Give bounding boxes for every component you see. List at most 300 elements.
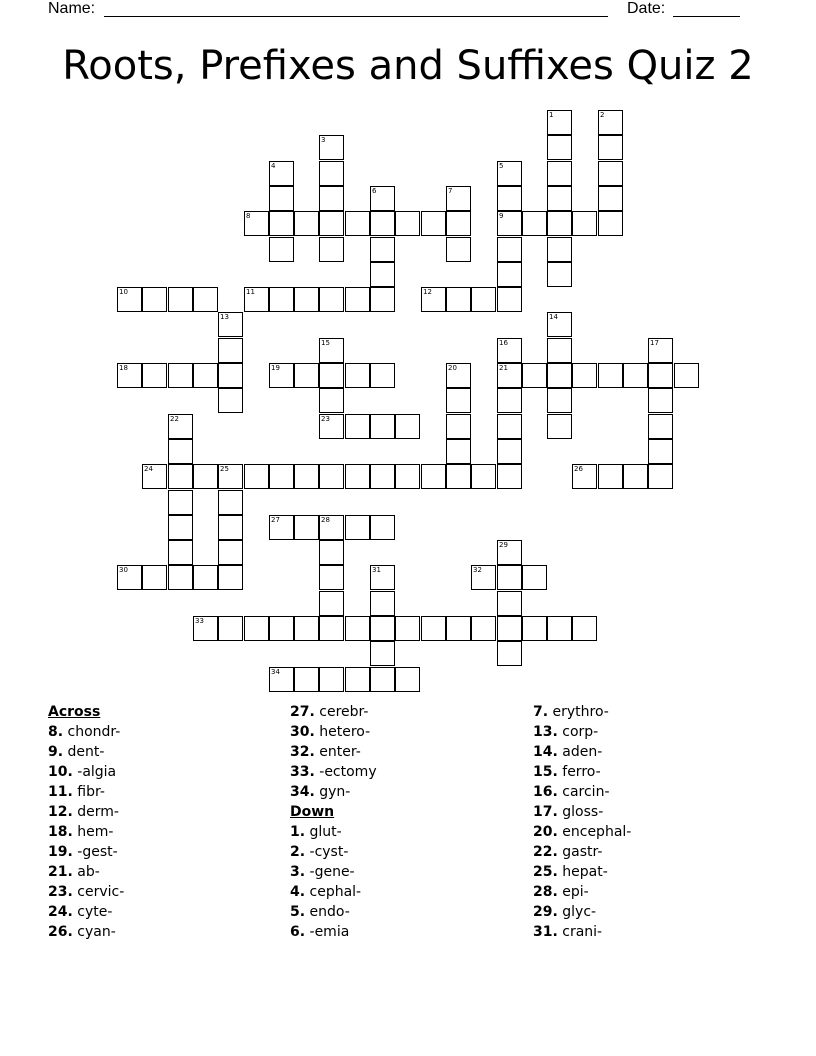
grid-cell[interactable] bbox=[244, 464, 269, 489]
cell-number: 17 bbox=[650, 339, 659, 347]
grid-cell[interactable] bbox=[497, 338, 522, 363]
clue-heading-down: Down bbox=[290, 804, 335, 820]
grid-cell[interactable] bbox=[370, 641, 395, 666]
clue-text: erythro- bbox=[548, 704, 609, 720]
grid-cell[interactable] bbox=[193, 616, 218, 641]
grid-cell[interactable] bbox=[294, 616, 319, 641]
grid-cell[interactable] bbox=[244, 287, 269, 312]
grid-cell[interactable] bbox=[421, 211, 446, 236]
grid-cell[interactable] bbox=[471, 287, 496, 312]
cell-number: 9 bbox=[499, 212, 504, 220]
clue-text: chondr- bbox=[63, 724, 121, 740]
grid-cell[interactable] bbox=[319, 186, 344, 211]
grid-cell[interactable] bbox=[648, 439, 673, 464]
cell-number: 32 bbox=[473, 566, 482, 574]
grid-cell[interactable] bbox=[370, 262, 395, 287]
clue-item bbox=[48, 722, 278, 742]
clue-number: 1. bbox=[290, 824, 306, 840]
grid-cell[interactable] bbox=[446, 414, 471, 439]
clue-text: cerebr- bbox=[314, 704, 369, 720]
grid-cell[interactable] bbox=[370, 237, 395, 262]
grid-cell[interactable] bbox=[421, 616, 446, 641]
grid-cell[interactable] bbox=[547, 616, 572, 641]
clue-number: 28. bbox=[533, 884, 558, 900]
cell-number: 10 bbox=[119, 288, 128, 296]
grid-cell[interactable] bbox=[572, 363, 597, 388]
cell-number: 3 bbox=[321, 136, 326, 144]
clue-item bbox=[290, 822, 520, 842]
cell-number: 22 bbox=[170, 415, 179, 423]
clue-item bbox=[290, 842, 520, 862]
clue-text: -cyst- bbox=[305, 844, 349, 860]
clue-number: 31. bbox=[533, 924, 558, 940]
grid-cell[interactable] bbox=[345, 363, 370, 388]
clue-item bbox=[290, 722, 520, 742]
clue-item bbox=[290, 782, 520, 802]
clue-text: -emia bbox=[305, 924, 350, 940]
grid-cell[interactable] bbox=[370, 287, 395, 312]
clue-text: carcin- bbox=[557, 784, 610, 800]
grid-cell[interactable] bbox=[319, 616, 344, 641]
grid-cell[interactable] bbox=[117, 287, 142, 312]
cell-number: 25 bbox=[220, 465, 229, 473]
grid-cell[interactable] bbox=[648, 414, 673, 439]
grid-cell[interactable] bbox=[648, 388, 673, 413]
grid-cell[interactable] bbox=[193, 464, 218, 489]
grid-cell[interactable] bbox=[319, 540, 344, 565]
grid-cell[interactable] bbox=[370, 667, 395, 692]
grid-cell[interactable] bbox=[319, 237, 344, 262]
clue-text: enter- bbox=[314, 744, 361, 760]
clue-number: 25. bbox=[533, 864, 558, 880]
grid-cell[interactable] bbox=[497, 262, 522, 287]
grid-cell[interactable] bbox=[117, 565, 142, 590]
grid-cell[interactable] bbox=[547, 338, 572, 363]
clue-item bbox=[533, 782, 763, 802]
grid-cell[interactable] bbox=[497, 464, 522, 489]
grid-cell[interactable] bbox=[598, 161, 623, 186]
grid-cell[interactable] bbox=[572, 211, 597, 236]
grid-cell[interactable] bbox=[547, 186, 572, 211]
grid-cell[interactable] bbox=[218, 388, 243, 413]
clue-item bbox=[48, 882, 278, 902]
grid-cell[interactable] bbox=[269, 363, 294, 388]
grid-cell[interactable] bbox=[345, 667, 370, 692]
cell-number: 24 bbox=[144, 465, 153, 473]
clue-number: 6. bbox=[290, 924, 306, 940]
cell-number: 20 bbox=[448, 364, 457, 372]
grid-cell[interactable] bbox=[446, 237, 471, 262]
clue-number: 3. bbox=[290, 864, 306, 880]
grid-cell[interactable] bbox=[522, 211, 547, 236]
grid-cell[interactable] bbox=[547, 161, 572, 186]
cell-number: 6 bbox=[372, 187, 377, 195]
clue-item bbox=[290, 702, 520, 722]
clue-number: 23. bbox=[48, 884, 73, 900]
grid-cell[interactable] bbox=[218, 338, 243, 363]
cell-number: 34 bbox=[271, 668, 280, 676]
grid-cell[interactable] bbox=[547, 312, 572, 337]
grid-cell[interactable] bbox=[547, 262, 572, 287]
grid-cell[interactable] bbox=[370, 591, 395, 616]
clue-item bbox=[533, 822, 763, 842]
grid-cell[interactable] bbox=[218, 363, 243, 388]
grid-cell[interactable] bbox=[218, 312, 243, 337]
grid-cell[interactable] bbox=[497, 591, 522, 616]
clue-number: 2. bbox=[290, 844, 306, 860]
grid-cell[interactable] bbox=[648, 464, 673, 489]
grid-cell[interactable] bbox=[471, 464, 496, 489]
clue-text: fibr- bbox=[72, 784, 105, 800]
grid-cell[interactable] bbox=[269, 211, 294, 236]
clue-text: corp- bbox=[557, 724, 599, 740]
grid-cell[interactable] bbox=[218, 540, 243, 565]
grid-cell[interactable] bbox=[598, 110, 623, 135]
grid-cell[interactable] bbox=[547, 388, 572, 413]
clue-column-3 bbox=[533, 702, 763, 942]
grid-cell[interactable] bbox=[547, 363, 572, 388]
grid-cell[interactable] bbox=[522, 565, 547, 590]
grid-cell[interactable] bbox=[142, 565, 167, 590]
clue-column-1 bbox=[48, 702, 278, 942]
grid-cell[interactable] bbox=[319, 363, 344, 388]
grid-cell[interactable] bbox=[446, 363, 471, 388]
grid-cell[interactable] bbox=[547, 211, 572, 236]
clue-text: derm- bbox=[72, 804, 119, 820]
grid-cell[interactable] bbox=[319, 464, 344, 489]
grid-cell[interactable] bbox=[395, 414, 420, 439]
clue-number: 8. bbox=[48, 724, 64, 740]
clue-item bbox=[533, 802, 763, 822]
grid-cell[interactable] bbox=[168, 287, 193, 312]
grid-cell[interactable] bbox=[547, 237, 572, 262]
clue-text: -gene- bbox=[305, 864, 355, 880]
grid-cell[interactable] bbox=[319, 667, 344, 692]
clue-item bbox=[533, 762, 763, 782]
clue-text: -gest- bbox=[72, 844, 118, 860]
clue-number: 13. bbox=[533, 724, 558, 740]
grid-cell[interactable] bbox=[497, 363, 522, 388]
grid-cell[interactable] bbox=[598, 363, 623, 388]
grid-cell[interactable] bbox=[319, 135, 344, 160]
clue-item bbox=[48, 842, 278, 862]
grid-cell[interactable] bbox=[497, 414, 522, 439]
clue-text: cephal- bbox=[305, 884, 362, 900]
clue-item bbox=[533, 742, 763, 762]
clue-item bbox=[48, 902, 278, 922]
clue-number: 19. bbox=[48, 844, 73, 860]
grid-cell[interactable] bbox=[623, 363, 648, 388]
page-title: Roots, Prefixes and Suffixes Quiz 2 bbox=[62, 43, 754, 89]
clue-item bbox=[48, 862, 278, 882]
clue-item bbox=[533, 722, 763, 742]
clue-text: glyc- bbox=[557, 904, 597, 920]
grid-cell[interactable] bbox=[370, 464, 395, 489]
grid-cell[interactable] bbox=[547, 110, 572, 135]
grid-cell[interactable] bbox=[244, 616, 269, 641]
grid-cell[interactable] bbox=[142, 363, 167, 388]
clue-item bbox=[48, 742, 278, 762]
grid-cell[interactable] bbox=[117, 363, 142, 388]
grid-cell[interactable] bbox=[319, 338, 344, 363]
clue-text: crani- bbox=[557, 924, 603, 940]
cell-number: 27 bbox=[271, 516, 280, 524]
cell-number: 29 bbox=[499, 541, 508, 549]
grid-cell[interactable] bbox=[497, 211, 522, 236]
grid-cell[interactable] bbox=[319, 388, 344, 413]
grid-cell[interactable] bbox=[294, 464, 319, 489]
clue-item bbox=[48, 762, 278, 782]
grid-cell[interactable] bbox=[345, 287, 370, 312]
grid-cell[interactable] bbox=[370, 515, 395, 540]
cell-number: 18 bbox=[119, 364, 128, 372]
grid-cell[interactable] bbox=[547, 135, 572, 160]
date-label: Date: bbox=[627, 0, 666, 17]
clue-number: 18. bbox=[48, 824, 73, 840]
grid-cell[interactable] bbox=[319, 565, 344, 590]
grid-cell[interactable] bbox=[345, 616, 370, 641]
clue-text: -ectomy bbox=[314, 764, 377, 780]
grid-cell[interactable] bbox=[497, 237, 522, 262]
clue-number: 32. bbox=[290, 744, 315, 760]
clue-number: 26. bbox=[48, 924, 73, 940]
clue-text: cervic- bbox=[72, 884, 125, 900]
grid-cell[interactable] bbox=[269, 464, 294, 489]
grid-cell[interactable] bbox=[370, 565, 395, 590]
grid-cell[interactable] bbox=[598, 186, 623, 211]
grid-cell[interactable] bbox=[294, 287, 319, 312]
grid-cell[interactable] bbox=[648, 363, 673, 388]
clue-number: 11. bbox=[48, 784, 73, 800]
grid-cell[interactable] bbox=[395, 616, 420, 641]
grid-cell[interactable] bbox=[294, 363, 319, 388]
clue-item bbox=[290, 902, 520, 922]
grid-cell[interactable] bbox=[471, 565, 496, 590]
grid-cell[interactable] bbox=[497, 641, 522, 666]
clue-number: 17. bbox=[533, 804, 558, 820]
grid-cell[interactable] bbox=[218, 616, 243, 641]
clue-text: cyan- bbox=[72, 924, 116, 940]
cell-number: 13 bbox=[220, 313, 229, 321]
grid-cell[interactable] bbox=[193, 363, 218, 388]
grid-cell[interactable] bbox=[623, 464, 648, 489]
grid-cell[interactable] bbox=[547, 414, 572, 439]
clue-text: endo- bbox=[305, 904, 350, 920]
grid-cell[interactable] bbox=[497, 616, 522, 641]
cell-number: 5 bbox=[499, 162, 504, 170]
grid-cell[interactable] bbox=[294, 211, 319, 236]
grid-cell[interactable] bbox=[497, 565, 522, 590]
cell-number: 23 bbox=[321, 415, 330, 423]
grid-cell[interactable] bbox=[168, 565, 193, 590]
clue-item bbox=[533, 902, 763, 922]
grid-cell[interactable] bbox=[421, 464, 446, 489]
grid-cell[interactable] bbox=[319, 414, 344, 439]
grid-cell[interactable] bbox=[345, 515, 370, 540]
cell-number: 12 bbox=[423, 288, 432, 296]
grid-cell[interactable] bbox=[395, 211, 420, 236]
clue-text: epi- bbox=[557, 884, 589, 900]
grid-cell[interactable] bbox=[598, 464, 623, 489]
grid-cell[interactable] bbox=[269, 161, 294, 186]
grid-cell[interactable] bbox=[218, 565, 243, 590]
clue-text: hepat- bbox=[557, 864, 608, 880]
grid-cell[interactable] bbox=[446, 211, 471, 236]
clue-item bbox=[533, 842, 763, 862]
cell-number: 21 bbox=[499, 364, 508, 372]
grid-cell[interactable] bbox=[572, 464, 597, 489]
cell-number: 7 bbox=[448, 187, 453, 195]
grid-cell[interactable] bbox=[168, 464, 193, 489]
grid-cell[interactable] bbox=[497, 439, 522, 464]
clue-number: 9. bbox=[48, 744, 64, 760]
grid-cell[interactable] bbox=[446, 464, 471, 489]
clue-number: 4. bbox=[290, 884, 306, 900]
grid-cell[interactable] bbox=[168, 515, 193, 540]
clue-number: 34. bbox=[290, 784, 315, 800]
grid-cell[interactable] bbox=[345, 464, 370, 489]
clue-text: glut- bbox=[305, 824, 342, 840]
grid-cell[interactable] bbox=[446, 439, 471, 464]
clue-item bbox=[48, 782, 278, 802]
cell-number: 33 bbox=[195, 617, 204, 625]
clue-item bbox=[48, 922, 278, 942]
grid-cell[interactable] bbox=[471, 616, 496, 641]
clue-item bbox=[533, 702, 763, 722]
clue-text: gastr- bbox=[557, 844, 603, 860]
grid-cell[interactable] bbox=[522, 363, 547, 388]
grid-cell[interactable] bbox=[218, 464, 243, 489]
grid-cell[interactable] bbox=[446, 287, 471, 312]
clue-item bbox=[290, 922, 520, 942]
grid-cell[interactable] bbox=[168, 490, 193, 515]
grid-cell[interactable] bbox=[370, 414, 395, 439]
grid-cell[interactable] bbox=[218, 490, 243, 515]
grid-cell[interactable] bbox=[269, 667, 294, 692]
grid-cell[interactable] bbox=[168, 363, 193, 388]
clue-item bbox=[290, 882, 520, 902]
cell-number: 1 bbox=[549, 111, 554, 119]
grid-cell[interactable] bbox=[497, 287, 522, 312]
clue-text: ferro- bbox=[557, 764, 601, 780]
grid-cell[interactable] bbox=[218, 515, 243, 540]
grid-cell[interactable] bbox=[598, 135, 623, 160]
name-label: Name: bbox=[48, 0, 96, 17]
grid-cell[interactable] bbox=[168, 414, 193, 439]
cell-number: 2 bbox=[600, 111, 605, 119]
grid-cell[interactable] bbox=[168, 439, 193, 464]
grid-cell[interactable] bbox=[395, 667, 420, 692]
grid-cell[interactable] bbox=[319, 161, 344, 186]
grid-cell[interactable] bbox=[446, 616, 471, 641]
clue-item bbox=[290, 742, 520, 762]
clue-text: gyn- bbox=[314, 784, 351, 800]
clue-item bbox=[533, 862, 763, 882]
clue-item bbox=[290, 862, 520, 882]
cell-number: 4 bbox=[271, 162, 276, 170]
clue-number: 5. bbox=[290, 904, 306, 920]
grid-cell[interactable] bbox=[269, 237, 294, 262]
grid-cell[interactable] bbox=[497, 186, 522, 211]
clue-number: 10. bbox=[48, 764, 73, 780]
clue-number: 21. bbox=[48, 864, 73, 880]
grid-cell[interactable] bbox=[193, 565, 218, 590]
grid-cell[interactable] bbox=[269, 515, 294, 540]
grid-cell[interactable] bbox=[142, 464, 167, 489]
grid-cell[interactable] bbox=[345, 414, 370, 439]
grid-cell[interactable] bbox=[319, 515, 344, 540]
grid-cell[interactable] bbox=[319, 211, 344, 236]
cell-number: 11 bbox=[246, 288, 255, 296]
clue-item bbox=[48, 822, 278, 842]
grid-cell[interactable] bbox=[446, 186, 471, 211]
clue-number: 14. bbox=[533, 744, 558, 760]
grid-cell[interactable] bbox=[522, 616, 547, 641]
clue-heading-across: Across bbox=[48, 704, 101, 720]
clue-number: 16. bbox=[533, 784, 558, 800]
grid-cell[interactable] bbox=[269, 186, 294, 211]
grid-cell[interactable] bbox=[674, 363, 699, 388]
grid-cell[interactable] bbox=[294, 515, 319, 540]
grid-cell[interactable] bbox=[370, 616, 395, 641]
grid-cell[interactable] bbox=[648, 338, 673, 363]
clue-text: dent- bbox=[63, 744, 105, 760]
clue-text: gloss- bbox=[557, 804, 604, 820]
clue-column-2 bbox=[290, 702, 520, 942]
grid-cell[interactable] bbox=[319, 287, 344, 312]
clue-number: 30. bbox=[290, 724, 315, 740]
grid-cell[interactable] bbox=[269, 287, 294, 312]
clue-number: 27. bbox=[290, 704, 315, 720]
grid-cell[interactable] bbox=[446, 388, 471, 413]
grid-cell[interactable] bbox=[370, 186, 395, 211]
clue-text: encephal- bbox=[557, 824, 632, 840]
clue-item bbox=[48, 802, 278, 822]
clue-number: 24. bbox=[48, 904, 73, 920]
clue-text: hetero- bbox=[314, 724, 371, 740]
grid-cell[interactable] bbox=[421, 287, 446, 312]
grid-cell[interactable] bbox=[598, 211, 623, 236]
grid-cell[interactable] bbox=[319, 591, 344, 616]
clue-text: hem- bbox=[72, 824, 114, 840]
cell-number: 8 bbox=[246, 212, 251, 220]
grid-cell[interactable] bbox=[345, 211, 370, 236]
grid-cell[interactable] bbox=[294, 667, 319, 692]
clue-text: aden- bbox=[557, 744, 603, 760]
grid-cell[interactable] bbox=[370, 363, 395, 388]
grid-cell[interactable] bbox=[497, 540, 522, 565]
grid-cell[interactable] bbox=[497, 388, 522, 413]
cell-number: 19 bbox=[271, 364, 280, 372]
clue-number: 20. bbox=[533, 824, 558, 840]
cell-number: 31 bbox=[372, 566, 381, 574]
grid-cell[interactable] bbox=[497, 161, 522, 186]
grid-cell[interactable] bbox=[244, 211, 269, 236]
grid-cell[interactable] bbox=[269, 616, 294, 641]
cell-number: 14 bbox=[549, 313, 558, 321]
grid-cell[interactable] bbox=[142, 287, 167, 312]
grid-cell[interactable] bbox=[572, 616, 597, 641]
clue-number: 12. bbox=[48, 804, 73, 820]
clue-number: 7. bbox=[533, 704, 549, 720]
clue-number: 15. bbox=[533, 764, 558, 780]
grid-cell[interactable] bbox=[370, 211, 395, 236]
cell-number: 16 bbox=[499, 339, 508, 347]
clue-item bbox=[533, 922, 763, 942]
grid-cell[interactable] bbox=[193, 287, 218, 312]
grid-cell[interactable] bbox=[395, 464, 420, 489]
grid-cell[interactable] bbox=[168, 540, 193, 565]
